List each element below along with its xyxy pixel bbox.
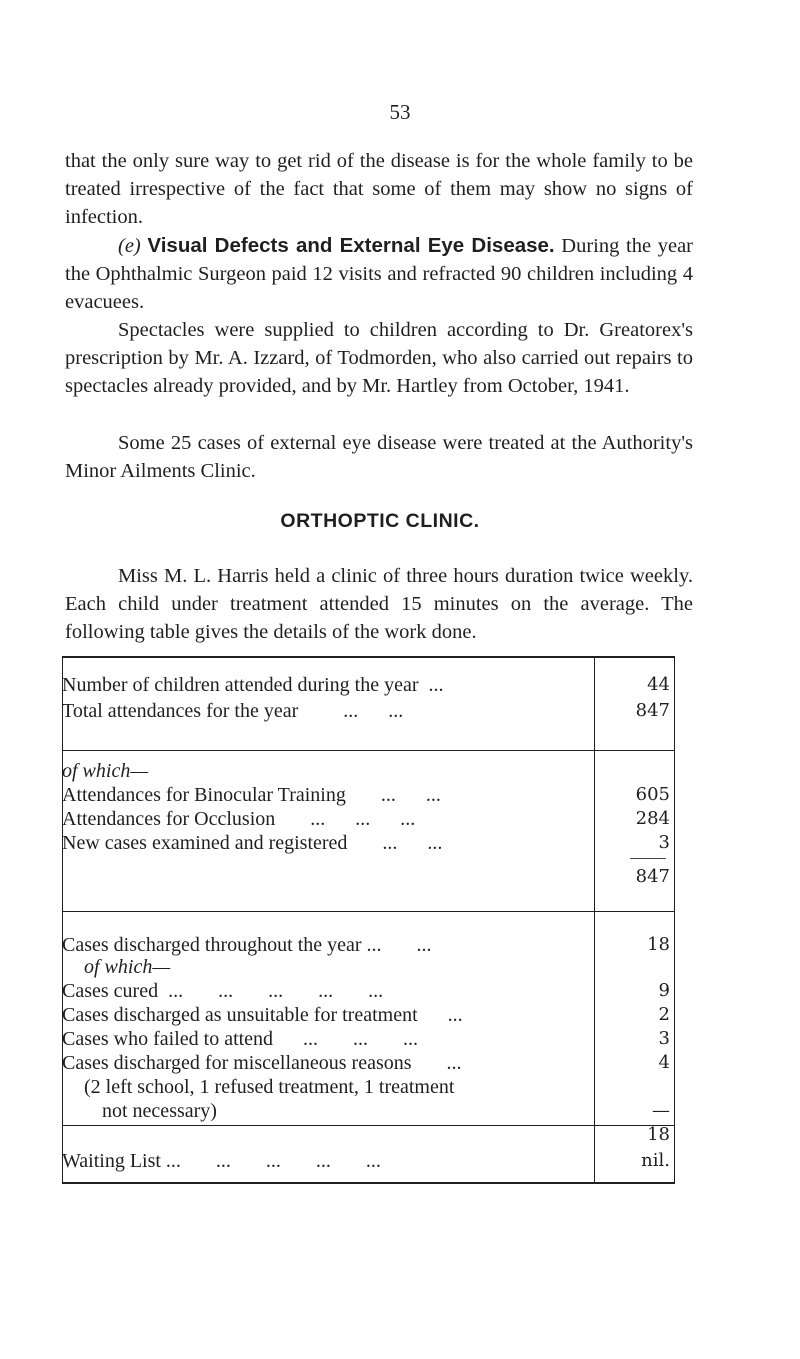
row-label: Cases cured ... ... ... ... ... — [62, 980, 384, 1002]
section-heading-orthoptic: ORTHOPTIC CLINIC. — [280, 510, 480, 532]
table-row — [62, 1150, 678, 1176]
row-label: not necessary) — [102, 1100, 217, 1122]
table-row — [62, 760, 678, 786]
row-label: Waiting List ... ... ... ... ... — [62, 1150, 381, 1172]
table-section-rule — [62, 911, 674, 912]
paragraph-orthoptic: Miss M. L. Harris held a clinic of three hours duration twice weekly. Each child under treatment attended 15 minutes on the average. The following table gives the details of the work done. — [65, 565, 693, 643]
table-row — [62, 1126, 678, 1152]
row-label: (2 left school, 1 refused treatment, 1 treatment — [84, 1076, 455, 1098]
row-total: 847 — [635, 866, 670, 887]
table-row — [62, 808, 678, 834]
row-value: 605 — [635, 784, 670, 805]
table-row — [62, 980, 678, 1006]
row-total: 18 — [647, 1124, 670, 1145]
paragraph-continuation: that the only sure way to get rid of the disease is for the whole family to be treated irrespective of the fact that some of them may show no signs of infection. — [65, 150, 693, 228]
row-label: Cases discharged for miscellaneous reasons ... — [62, 1052, 462, 1074]
table-row — [62, 1004, 678, 1030]
table-row — [62, 1076, 678, 1102]
row-value: 3 — [658, 832, 670, 853]
table-top-rule — [62, 656, 674, 658]
row-value: — — [652, 1100, 670, 1121]
paragraph-external-eye: Some 25 cases of external eye disease were treated at the Authority's Minor Ailments Clinic. — [65, 432, 693, 482]
table-row — [62, 1028, 678, 1054]
orthoptic-table — [62, 656, 678, 1186]
table-row — [62, 700, 678, 726]
row-label: New cases examined and registered ... ... — [62, 832, 443, 854]
section-heading-visual-defects: Visual Defects and External Eye Disease. — [147, 234, 555, 257]
row-label: Number of children attended during the year ... — [62, 674, 444, 696]
row-value: 3 — [658, 1028, 670, 1049]
table-row — [62, 1100, 678, 1126]
row-value: 284 — [635, 808, 670, 829]
row-value: 9 — [658, 980, 670, 1001]
sum-rule — [630, 858, 666, 859]
section-label: (e) — [118, 235, 141, 257]
row-label: Attendances for Occlusion ... ... ... — [62, 808, 416, 830]
table-row — [62, 784, 678, 810]
row-value: 18 — [647, 934, 670, 955]
paragraph-visual-defects — [65, 232, 693, 316]
page-number: 53 — [389, 100, 411, 124]
table-bottom-rule — [62, 1182, 674, 1184]
table-row — [62, 956, 678, 982]
row-value: 2 — [658, 1004, 670, 1025]
section-text: During the year the Ophthalmic Surgeon paid 12 visits and refracted 90 children including 4 evacuees. — [65, 235, 693, 313]
row-label: of which— — [62, 760, 149, 782]
row-label: Cases discharged throughout the year ... ... — [62, 934, 432, 956]
row-label: Attendances for Binocular Training ... ... — [62, 784, 441, 806]
paragraph-spectacles: Spectacles were supplied to children according to Dr. Greatorex's prescription by Mr. A. Izzard, of Todmorden, who also carried out repairs to spectacles already provided, and by Mr. Hartley from October, 1941. — [65, 319, 693, 397]
table-row — [62, 1052, 678, 1078]
table-section-rule — [62, 750, 674, 751]
row-value: nil. — [641, 1150, 670, 1171]
row-label: Total attendances for the year ... ... — [62, 700, 404, 722]
table-row — [62, 832, 678, 858]
table-row — [62, 866, 678, 892]
row-label: of which— — [84, 956, 171, 978]
row-value: 4 — [658, 1052, 670, 1073]
row-label: Cases discharged as unsuitable for treatment ... — [62, 1004, 463, 1026]
row-value: 847 — [635, 700, 670, 721]
row-value: 44 — [647, 674, 670, 695]
table-row — [62, 674, 678, 700]
row-label: Cases who failed to attend ... ... ... — [62, 1028, 419, 1050]
